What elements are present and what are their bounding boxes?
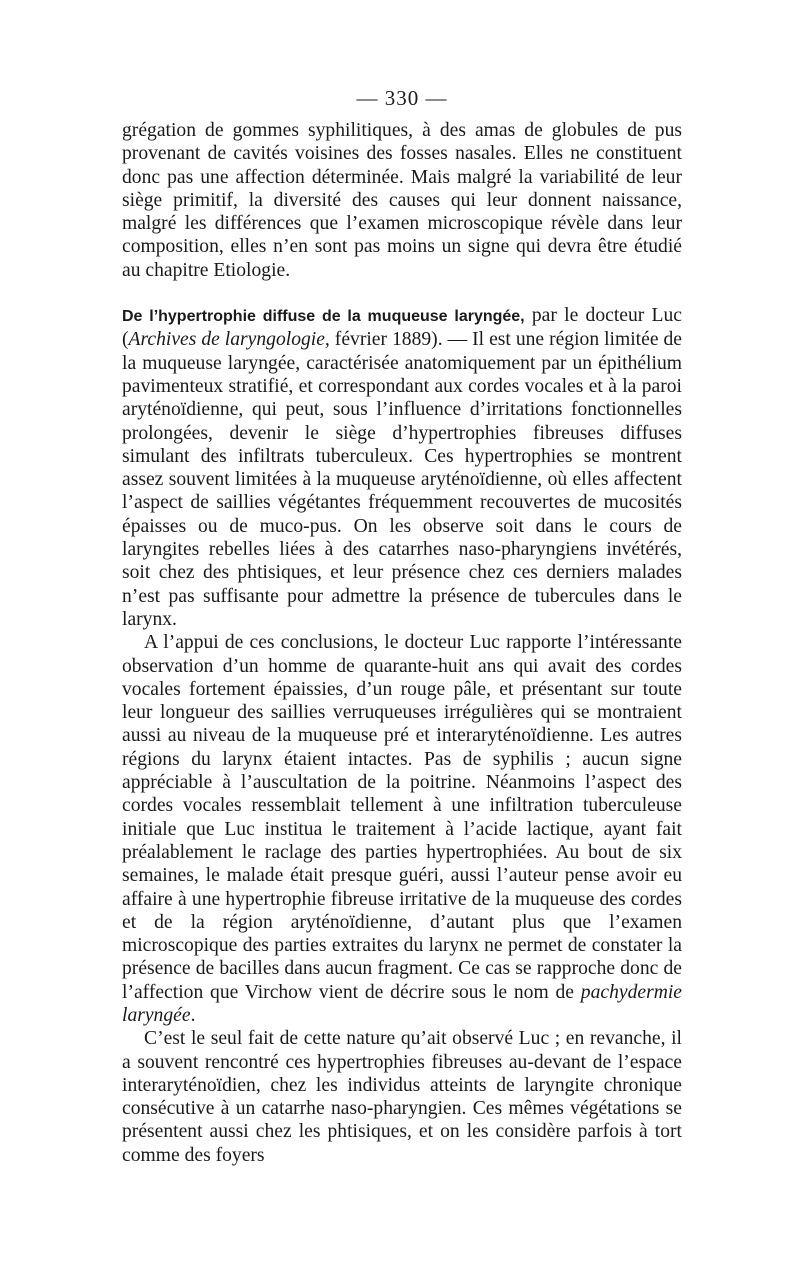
journal-title: Archives de laryngologie, [128,329,330,351]
paragraph-text: C’est le seul fait de cette nature qu’ait observé Luc ; en revanche, il a souvent rencontré ces hypertrophies fibreuses au-devant de l’espace interaryténoïdien, chez les individus atteints de laryngite chronique consécutive à un catarrhe naso-pharyngien. Ces mêmes végétations se présentent aussi chez les phtisiques, et on les considère parfois à tort comme des foyers [122,1028,682,1166]
paragraph-continuation [122,119,682,282]
paragraph-text: février 1889). — Il est une région limitée de la muqueuse laryngée, caractérisée anatomiquement par un épithélium pavimenteux stratifié, et correspondant aux cordes vocales et à la paroi aryténoïdienne, qui peut, sous l’influence d’irritations fonctionnelles prolongées, devenir le siège d’hypertrophies fibreuses diffuses simulant des infiltrats tuberculeux. Ces hypertrophies se montrent assez souvent limitées à la muqueuse aryténoïdienne, où elles affectent l’aspect de saillies végétantes fréquemment recouvertes de mucosités épaisses ou de muco-pus. On les observe soit dans le cours de laryngites rebelles liées à des catarrhes naso-pharyngiens invétérés, soit chez des phtisiques, et leur présence chez ces derniers malades n’est pas suffisante pour admettre la présence de tubercules dans le larynx. [122,329,682,630]
page-number: — 330 — [356,86,448,110]
paragraph-observation [122,631,682,1027]
paragraph-conclusion [122,1027,682,1167]
paragraph-text: A l’appui de ces conclusions, le docteur Luc rapporte l’intéressante observation d’un homme de quarante-huit ans qui avait des cordes vocales fortement épaissies, d’un rouge pâle, et présentant sur toute leur longueur des saillies verruqueuses irrégulières qui se montraient aussi au niveau de la muqueuse pré et interaryténoïdienne. Les autres régions du larynx étaient intactes. Pas de syphilis ; aucun signe appréciable à l’auscultation de la poitrine. Néanmoins l’aspect des cordes vocales ressemblait tellement à une infiltration tuberculeuse initiale que Luc institua le traitement à l’acide lactique, ayant fait préalablement le raclage des parties hypertrophiées. Au bout de six semaines, le malade était presque guéri, aussi l’auteur pense avoir eu affaire à une hypertrophie fibreuse irritative de la muqueuse des cordes et de la région aryténoïdienne, d’autant plus que l’examen microscopique des parties extraites du larynx ne permet de constater la présence de bacilles dans aucun fragment. Ce cas se rapproche donc de l’affection que Virchow vient de décrire sous le nom de [122,632,682,1003]
paragraph-hypertrophie [122,304,682,631]
book-page [122,86,682,1167]
paragraph-text: grégation de gommes syphilitiques, à des amas de globules de pus provenant de cavités voisines des fosses nasales. Elles ne constituent donc pas une affection déterminée. Mais malgré la variabilité de leur siège primitif, la diversité des causes qui leur donnent naissance, malgré les différences que l’examen microscopique révèle dans leur composition, elles n’en sont pas moins un signe qui devra être étudié au chapitre Etiologie. [122,120,682,281]
paragraph-text: par le docteur Luc ( [122,305,683,351]
section-heading: De l’hypertrophie diffuse de la muqueuse laryngée, [122,308,525,326]
paragraph-text: . [190,1004,196,1026]
italic-term: pachydermie laryngée [122,981,682,1026]
